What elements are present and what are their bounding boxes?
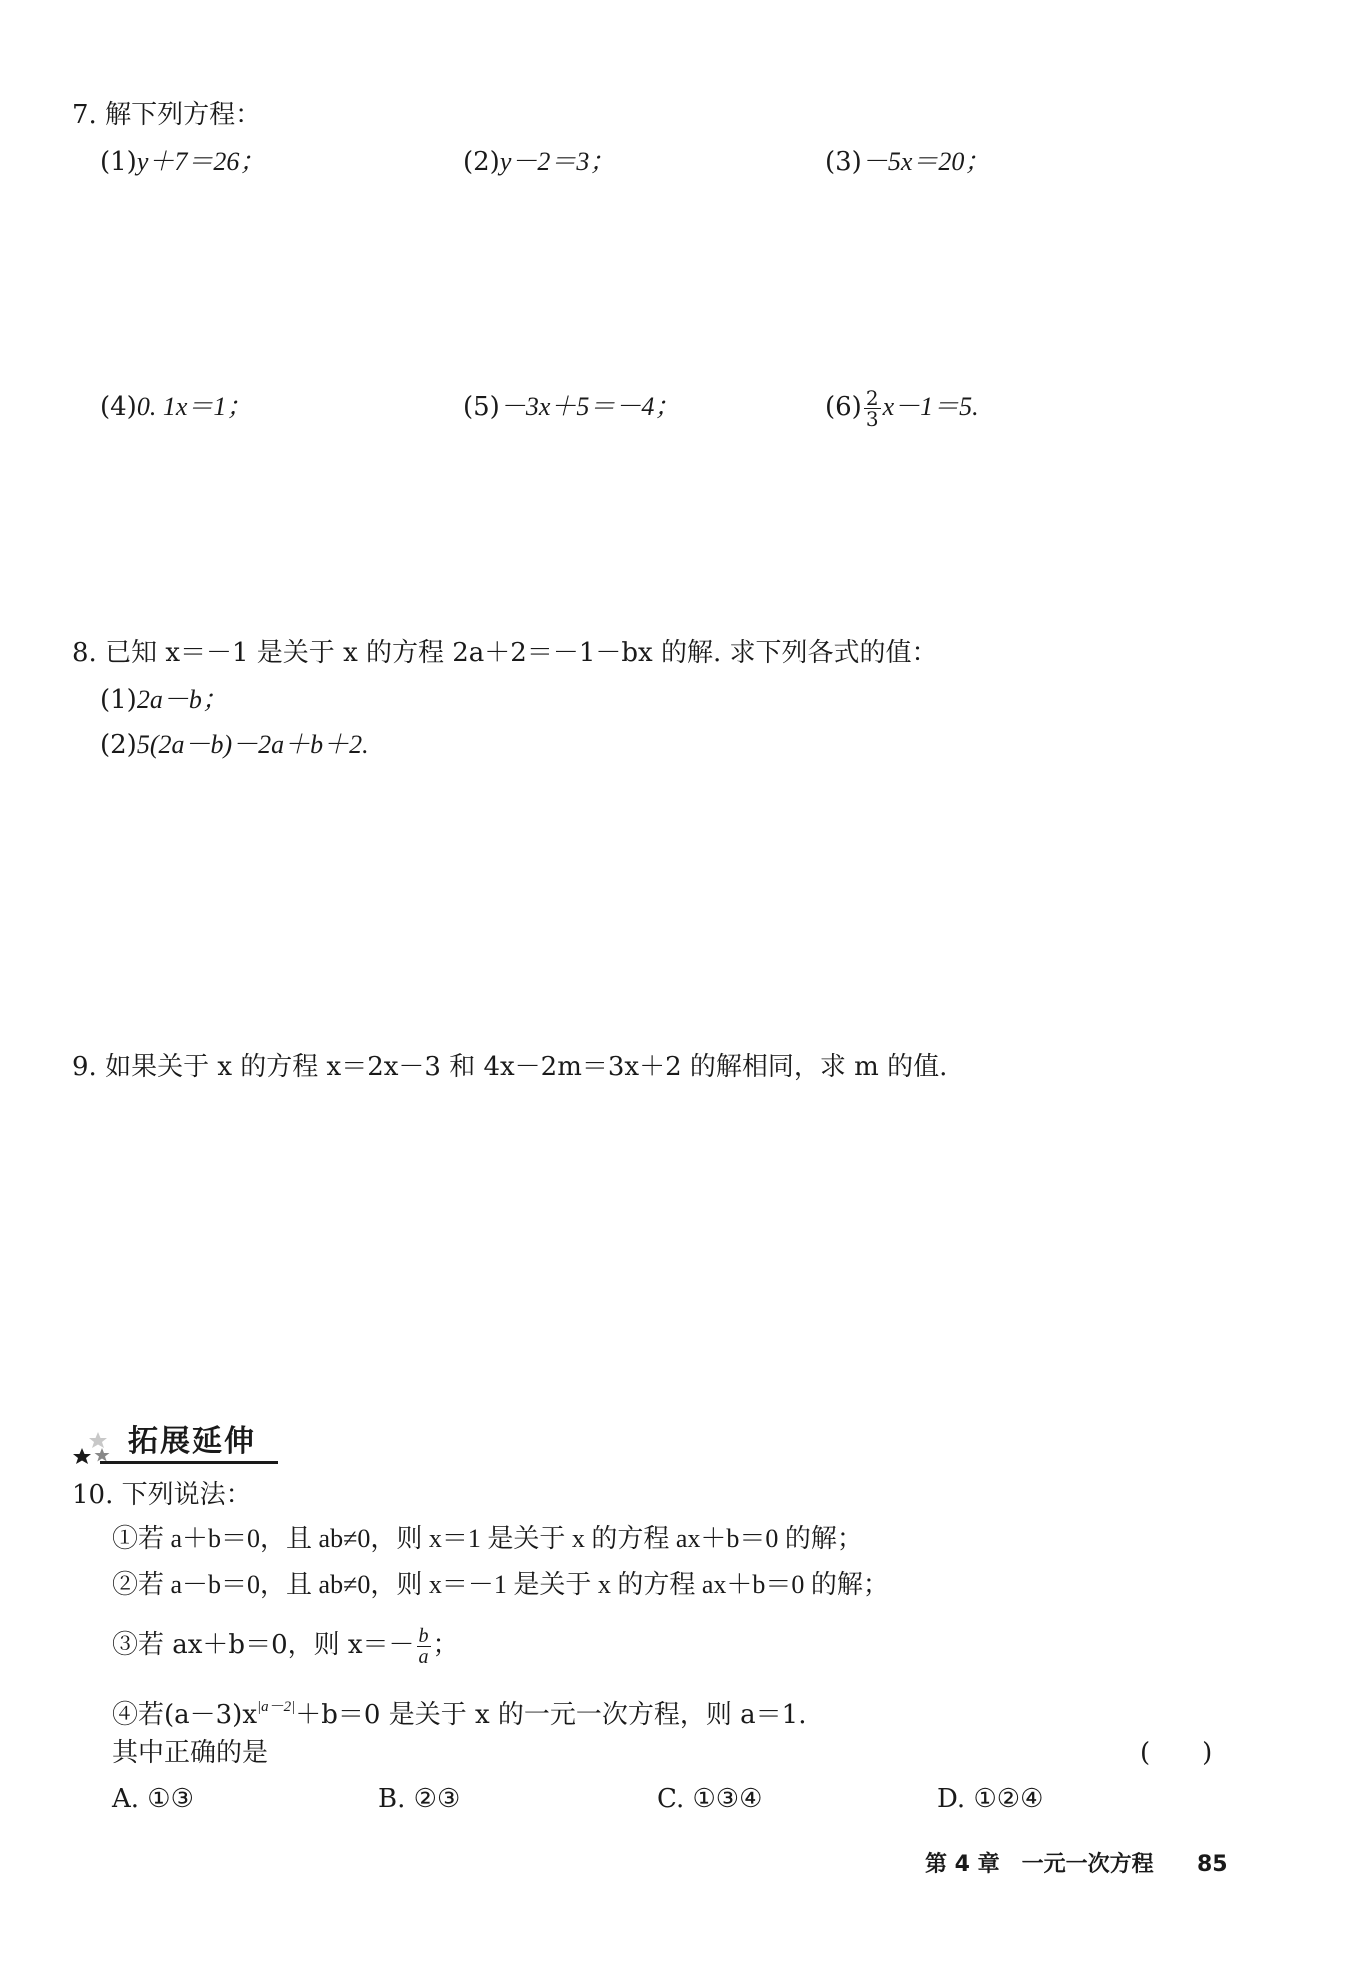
- q10-s3-prefix: ③若 ax＋b＝0，则 x＝－: [112, 1630, 415, 1660]
- q7-item-3: [825, 145, 990, 179]
- q7-item-6-expr: x－1＝5.: [882, 392, 979, 421]
- q7-item-6-fraction: [864, 385, 881, 431]
- q10-s4-prefix: ④若(a－3)x: [112, 1700, 257, 1730]
- q10-s4-sup: |a－2|: [257, 1699, 296, 1715]
- q7-item-6-label: (6): [825, 392, 862, 422]
- q7-item-1-label: (1): [100, 147, 137, 177]
- q7-item-1: [100, 145, 265, 179]
- q9-title: 9. 如果关于 x 的方程 x＝2x－3 和 4x－2m＝3x＋2 的解相同，求 m 的值.: [72, 1052, 948, 1082]
- q7-item-2: [463, 145, 615, 179]
- q7-item-6-frac-den: 3: [865, 406, 879, 431]
- q10-statement-1: ①若 a＋b＝0，且 ab≠0，则 x＝1 是关于 x 的方程 ax＋b＝0 的解；: [112, 1524, 863, 1553]
- q10-title: 10. 下列说法：: [72, 1480, 252, 1510]
- q10-statement-4: [112, 1690, 806, 1732]
- q7-item-5-expr: －3x＋5＝－4；: [499, 392, 681, 421]
- q7-item-4-expr: 0. 1x＝1；: [136, 392, 253, 421]
- q8-title: 8. 已知 x＝－1 是关于 x 的方程 2a＋2＝－1－bx 的解. 求下列各式的值：: [72, 638, 938, 668]
- q8-item-2-expr: 5(2a－b)－2a＋b＋2.: [136, 730, 369, 759]
- q10-option-a[interactable]: A. ①③: [112, 1784, 194, 1814]
- page-number: 85: [1197, 1852, 1228, 1877]
- q10-s3-suffix: ；: [432, 1630, 459, 1660]
- q7-item-4: [100, 390, 252, 424]
- footer-chapter: 第 4 章 一元一次方程: [925, 1852, 1154, 1877]
- section-title: 拓展延伸: [128, 1424, 256, 1459]
- q10-option-b[interactable]: B. ②③: [378, 1784, 461, 1814]
- q8-item-2-label: (2): [100, 730, 137, 760]
- q8-item-2: [100, 728, 369, 762]
- q7-item-3-expr: －5x＝20；: [861, 147, 991, 176]
- answer-bracket: ( ): [1140, 1738, 1213, 1768]
- q10-s3-fraction: [417, 1626, 431, 1667]
- q7-item-2-expr: y－2＝3；: [499, 147, 616, 176]
- q8-item-1-label: (1): [100, 685, 137, 715]
- q8-item-1-expr: 2a－b；: [136, 685, 228, 714]
- q10-option-d[interactable]: D. ①②④: [937, 1784, 1044, 1814]
- q7-item-6: [825, 378, 979, 436]
- q8-item-1: [100, 683, 228, 717]
- q7-item-2-label: (2): [463, 147, 500, 177]
- q7-item-5: [463, 390, 680, 424]
- q7-item-5-label: (5): [463, 392, 500, 422]
- q7-item-1-expr: y＋7＝26；: [136, 147, 266, 176]
- section-underline: [100, 1461, 278, 1464]
- q10-prompt: 其中正确的是: [112, 1738, 269, 1768]
- q10-s3-den: a: [418, 1645, 429, 1668]
- q7-item-3-label: (3): [825, 147, 862, 177]
- q10-statement-3: [112, 1616, 459, 1674]
- q10-s3-num: b: [418, 1624, 429, 1647]
- q10-s4-suffix: ＋b＝0 是关于 x 的一元一次方程，则 a＝1.: [295, 1700, 807, 1730]
- q10-statement-2: ②若 a－b＝0，且 ab≠0，则 x＝－1 是关于 x 的方程 ax＋b＝0 的解；: [112, 1570, 889, 1599]
- q7-item-4-label: (4): [100, 392, 137, 422]
- q7-title: 7. 解下列方程：: [72, 100, 262, 130]
- q7-item-6-frac-num: 2: [865, 385, 879, 410]
- q10-option-c[interactable]: C. ①③④: [657, 1784, 763, 1814]
